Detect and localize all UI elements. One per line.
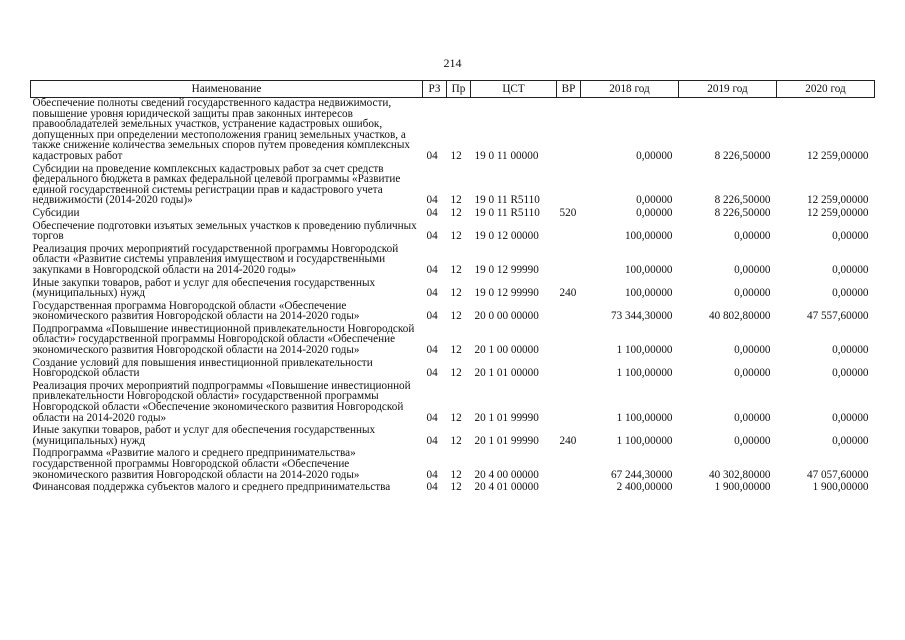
header-2019: 2019 год (679, 81, 777, 98)
row-rz: 04 (426, 230, 438, 243)
row-cst: 20 4 00 00000 (474, 468, 539, 481)
row-2020: 12 259,00000 (806, 149, 869, 162)
row-pr: 12 (450, 481, 462, 494)
row-vr: 240 (559, 287, 577, 300)
row-pr: 12 (450, 287, 462, 300)
table-row (31, 244, 875, 278)
row-2019: 8 226,50000 (714, 194, 771, 207)
row-2020: 0,00000 (832, 263, 869, 276)
row-vr (557, 324, 581, 358)
row-rz: 04 (426, 434, 438, 447)
row-2020: 0,00000 (832, 434, 869, 447)
page-number: 214 (443, 56, 462, 70)
row-2019: 0,00000 (734, 411, 771, 424)
row-name: Обеспечение полноты сведений государственного кадастра недвижимости, повышение уровня юридической защиты прав законных интересов правообладателей земельных участков, устранение кадастровых ошибок, допущенных при определении местоположения границ земельных участков, а также снижение количества земельных споров путем проведения комплексных кадастровых работ (32, 97, 410, 162)
row-vr: 520 (559, 206, 577, 219)
row-pr: 12 (450, 468, 462, 481)
row-rz: 04 (426, 367, 438, 380)
budget-table (30, 80, 875, 495)
row-2018: 1 100,00000 (616, 434, 673, 447)
row-2018: 67 244,30000 (610, 468, 673, 481)
row-2019: 8 226,50000 (714, 206, 771, 219)
row-name: Иные закупки товаров, работ и услуг для обеспечения государственных (муниципальных) нужд (32, 424, 376, 447)
row-cst: 19 0 12 99990 (474, 287, 539, 300)
row-pr: 12 (450, 344, 462, 357)
row-2020: 1 900,00000 (812, 481, 869, 494)
row-pr: 12 (450, 194, 462, 207)
row-pr: 12 (450, 434, 462, 447)
row-2019: 8 226,50000 (714, 149, 771, 162)
header-cst: ЦСТ (471, 81, 557, 98)
row-name: Субсидии на проведение комплексных кадастровых работ за счет средств федерального бюджета в рамках федеральной целевой программы «Развитие единой государственной системы регистрации прав и кадастрового учета недвижимости (2014-2020 годы)» (32, 162, 401, 207)
row-2018: 0,00000 (636, 194, 673, 207)
row-2018: 1 100,00000 (616, 344, 673, 357)
row-2020: 47 557,60000 (806, 310, 869, 323)
row-rz: 04 (426, 411, 438, 424)
row-rz: 04 (426, 206, 438, 219)
row-rz: 04 (426, 468, 438, 481)
row-2018: 1 100,00000 (616, 367, 673, 380)
row-cst: 20 0 00 00000 (474, 310, 539, 323)
row-2020: 12 259,00000 (806, 194, 869, 207)
header-pr: Пр (447, 81, 471, 98)
table-row (31, 301, 875, 324)
table-row (31, 208, 875, 221)
row-rz: 04 (426, 310, 438, 323)
row-vr (557, 482, 581, 495)
table-row (31, 448, 875, 482)
row-pr: 12 (450, 411, 462, 424)
table-row (31, 278, 875, 301)
row-rz: 04 (426, 481, 438, 494)
row-name: Иные закупки товаров, работ и услуг для обеспечения государственных (муниципальных) нужд (32, 276, 376, 300)
row-name: Государственная программа Новгородской области «Обеспечение экономического развития Новгородской области на 2014-2020 годы» (32, 299, 360, 323)
row-2019: 0,00000 (734, 367, 771, 380)
row-cst: 20 1 01 99990 (474, 411, 539, 424)
table-row (31, 221, 875, 244)
row-rz: 04 (426, 344, 438, 357)
row-cst: 20 1 01 00000 (474, 367, 539, 380)
row-name: Реализация прочих мероприятий государственной программы Новгородской области «Развитие системы управления имуществом и государственными закупками в Новгородской области на 2014-2020 годы» (32, 242, 399, 276)
row-vr (557, 244, 581, 278)
row-cst: 19 0 11 00000 (474, 149, 539, 162)
row-rz: 04 (426, 149, 438, 162)
row-vr (557, 164, 581, 208)
row-name: Подпрограмма «Развитие малого и среднего предпринимательства» государственной программы Новгородской области «Обеспечение экономического развития Новгородской области на 2014-2020 годы» (32, 447, 360, 481)
row-cst: 19 0 11 R5110 (474, 194, 540, 207)
header-name: Наименование (31, 81, 423, 98)
table-header-row (31, 81, 875, 98)
row-vr (557, 358, 581, 381)
row-name: Подпрограмма «Повышение инвестиционной привлекательности Новгородской области» государственной программы Новгородской области «Обеспечение экономического развития Новгородской области на 2014-2020 годы» (32, 322, 415, 357)
row-2019: 0,00000 (734, 344, 771, 357)
row-vr (557, 98, 581, 164)
table-row (31, 425, 875, 448)
row-2019: 40 802,80000 (708, 310, 771, 323)
row-name: Реализация прочих мероприятий подпрограммы «Повышение инвестиционной привлекательности Новгородской области» государственной программы Новгородской области «Обеспечение экономического развития Новгородской области на 2014-2020 годы» (32, 379, 411, 424)
row-pr: 12 (450, 230, 462, 243)
table-body (31, 98, 875, 495)
row-2018: 100,00000 (624, 263, 673, 276)
row-vr (557, 381, 581, 425)
row-2018: 0,00000 (636, 149, 673, 162)
row-2020: 0,00000 (832, 230, 869, 243)
row-2020: 0,00000 (832, 411, 869, 424)
row-2018: 2 400,00000 (616, 481, 673, 494)
table-row (31, 358, 875, 381)
row-2020: 0,00000 (832, 367, 869, 380)
row-name: Субсидии (32, 206, 80, 219)
row-2018: 100,00000 (624, 230, 673, 243)
row-rz: 04 (426, 194, 438, 207)
row-2019: 40 302,80000 (708, 468, 771, 481)
row-cst: 20 4 01 00000 (474, 481, 539, 494)
row-vr (557, 448, 581, 482)
row-rz: 04 (426, 263, 438, 276)
row-2018: 100,00000 (624, 287, 673, 300)
row-2018: 0,00000 (636, 206, 673, 219)
row-2020: 0,00000 (832, 287, 869, 300)
table-row (31, 482, 875, 495)
row-name: Создание условий для повышения инвестиционной привлекательности Новгородской области (32, 356, 373, 380)
row-pr: 12 (450, 206, 462, 219)
row-cst: 20 1 00 00000 (474, 344, 539, 357)
row-pr: 12 (450, 263, 462, 276)
row-vr: 240 (559, 434, 577, 447)
table-row (31, 164, 875, 208)
row-vr (557, 221, 581, 244)
row-2019: 0,00000 (734, 230, 771, 243)
row-2020: 0,00000 (832, 344, 869, 357)
row-2020: 47 057,60000 (806, 468, 869, 481)
table-row (31, 381, 875, 425)
row-name: Финансовая поддержка субъектов малого и среднего предпринимательства (32, 481, 391, 494)
row-2018: 1 100,00000 (616, 411, 673, 424)
table-row (31, 98, 875, 164)
row-cst: 19 0 11 R5110 (474, 206, 540, 219)
row-cst: 19 0 12 00000 (474, 230, 539, 243)
row-pr: 12 (450, 310, 462, 323)
row-2019: 0,00000 (734, 434, 771, 447)
row-cst: 20 1 01 99990 (474, 434, 539, 447)
header-2018: 2018 год (581, 81, 679, 98)
table-row (31, 324, 875, 358)
row-2019: 0,00000 (734, 263, 771, 276)
row-2018: 73 344,30000 (610, 310, 673, 323)
row-2020: 12 259,00000 (806, 206, 869, 219)
row-vr (557, 301, 581, 324)
header-vr: ВР (557, 81, 581, 98)
row-pr: 12 (450, 149, 462, 162)
header-rz: РЗ (423, 81, 447, 98)
row-pr: 12 (450, 367, 462, 380)
row-rz: 04 (426, 287, 438, 300)
row-cst: 19 0 12 99990 (474, 263, 539, 276)
row-2019: 1 900,00000 (714, 481, 771, 494)
row-name: Обеспечение подготовки изъятых земельных участков к проведению публичных торгов (32, 219, 417, 243)
header-2020: 2020 год (777, 81, 875, 98)
row-2019: 0,00000 (734, 287, 771, 300)
